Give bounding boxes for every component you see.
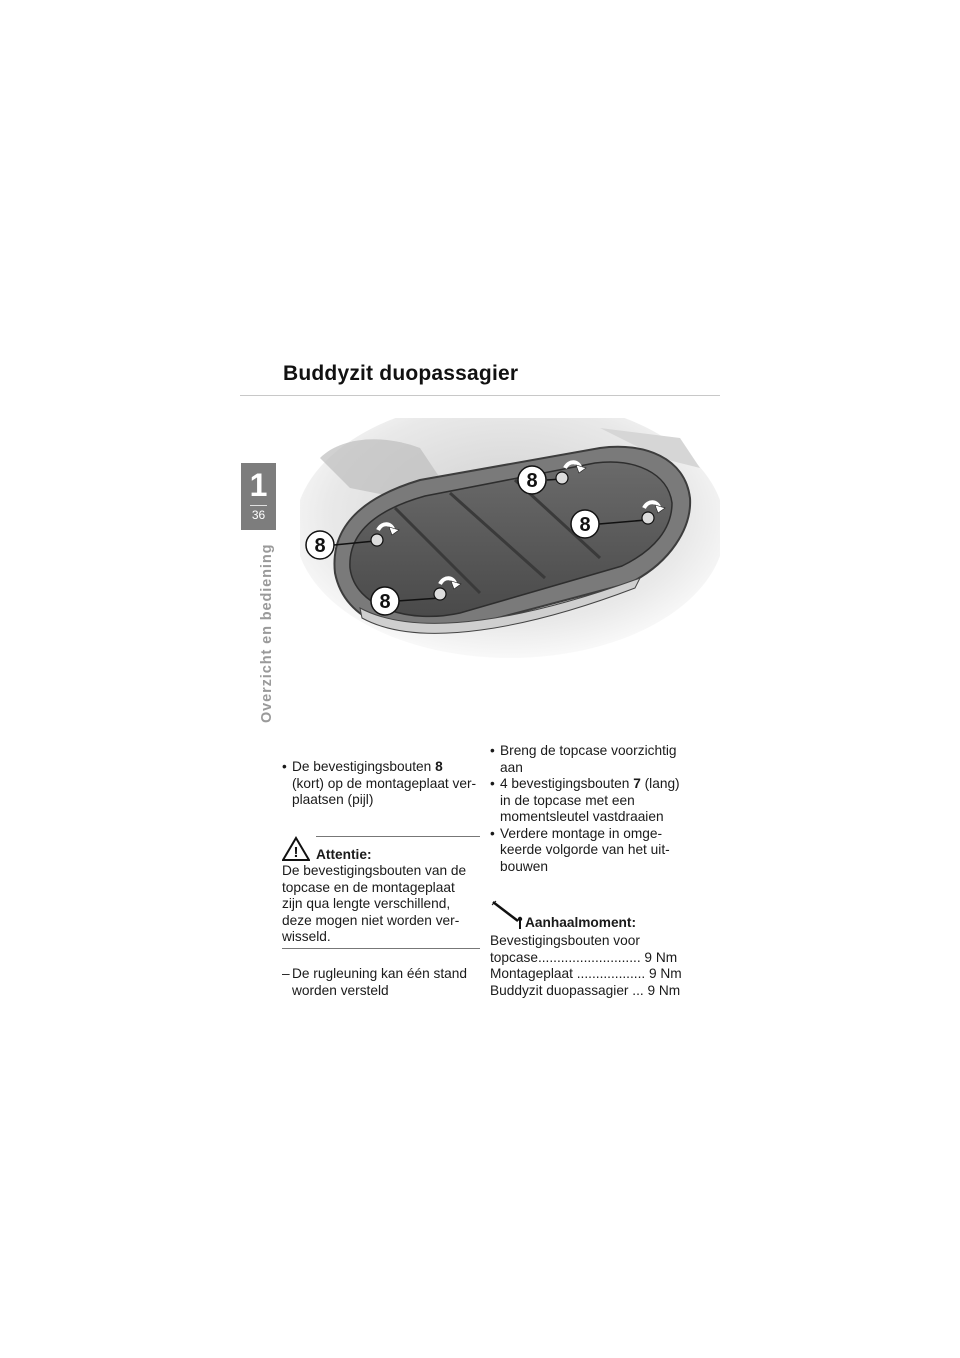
instruction-bullet — [282, 759, 480, 809]
bullet-text: (lang) — [644, 776, 680, 791]
warning-line: De bevestigingsbouten van de — [282, 863, 467, 878]
bullet-line: Verdere montage in omge- — [500, 825, 663, 841]
warning-line: wisseld. — [282, 929, 331, 944]
chapter-tab — [241, 463, 276, 530]
callout-number: 8 — [379, 591, 391, 613]
bullet-line — [500, 776, 700, 793]
torque-line: Bevestigingsbouten voor — [490, 933, 640, 948]
right-column — [490, 743, 700, 875]
dash-mark: – — [282, 966, 290, 981]
bullet-line: in de topcase met een — [500, 792, 635, 808]
torque-spec-box — [490, 899, 700, 999]
bullet-line: plaatsen (pijl) — [292, 792, 374, 807]
torque-wrench-icon — [490, 899, 524, 931]
bullet-mark: • — [490, 776, 495, 791]
note-dash-item — [282, 966, 480, 999]
bullet-mark: • — [490, 825, 495, 841]
warning-triangle-icon — [282, 836, 310, 862]
bullet-line: bouwen — [500, 858, 548, 874]
title-divider — [240, 395, 720, 396]
bullet-mark: • — [282, 759, 287, 774]
callout-number: 8 — [526, 470, 538, 492]
bullet-mark: • — [490, 743, 495, 758]
instruction-bullet — [490, 776, 700, 826]
bullet-line: Breng de topcase voorzichtig — [500, 743, 677, 758]
chapter-number: 1 — [249, 467, 268, 503]
bullet-text: De bevestigingsbouten — [292, 759, 432, 774]
bullet-line: keerde volgorde van het uit- — [500, 842, 670, 857]
bullet-line: (kort) op de montageplaat ver- — [292, 775, 477, 791]
warning-line: deze mogen niet worden ver- — [282, 912, 460, 928]
callout-number: 8 — [314, 535, 326, 557]
bullet-line: momentsleutel vastdraaien — [500, 809, 664, 824]
instruction-bullet — [490, 743, 700, 776]
torque-body — [490, 933, 700, 999]
svg-text:!: ! — [293, 844, 299, 861]
torque-header — [490, 899, 700, 932]
page-number: 36 — [251, 508, 266, 522]
dash-line: worden versteld — [292, 982, 389, 998]
torque-line: Buddyzit duopassagier ... 9 Nm — [490, 982, 681, 998]
bullet-line: aan — [500, 759, 523, 775]
warning-header — [282, 836, 480, 864]
warning-line: zijn qua lengte verschillend, — [282, 896, 451, 911]
bullet-text: 4 bevestigingsbouten — [500, 776, 630, 791]
bullet-line — [292, 759, 480, 776]
torque-heading: Aanhaalmoment: — [525, 915, 637, 930]
part-reference: 7 — [633, 776, 641, 791]
warning-box — [282, 836, 480, 949]
chapter-divider — [250, 505, 267, 506]
section-side-label: Overzicht en bediening — [259, 543, 275, 723]
warning-top-rule — [316, 836, 480, 837]
warning-bottom-rule — [282, 948, 480, 949]
bolt — [556, 472, 568, 484]
left-column — [282, 759, 480, 809]
callout-number: 8 — [579, 514, 591, 536]
dash-line: De rugleuning kan één stand — [292, 966, 468, 981]
instruction-bullet — [490, 826, 700, 876]
bolt — [371, 534, 383, 546]
topcase-mounting-figure — [300, 418, 720, 668]
bolt — [434, 588, 446, 600]
torque-line: Montageplaat .................. 9 Nm — [490, 966, 682, 981]
part-reference: 8 — [435, 759, 443, 774]
warning-line: topcase en de montageplaat — [282, 879, 455, 895]
bolt — [642, 512, 654, 524]
warning-body — [282, 863, 480, 946]
torque-line: topcase........................... 9 Nm — [490, 949, 678, 965]
page-title: Buddyzit duopassagier — [283, 362, 519, 385]
warning-heading: Attentie: — [316, 847, 372, 862]
